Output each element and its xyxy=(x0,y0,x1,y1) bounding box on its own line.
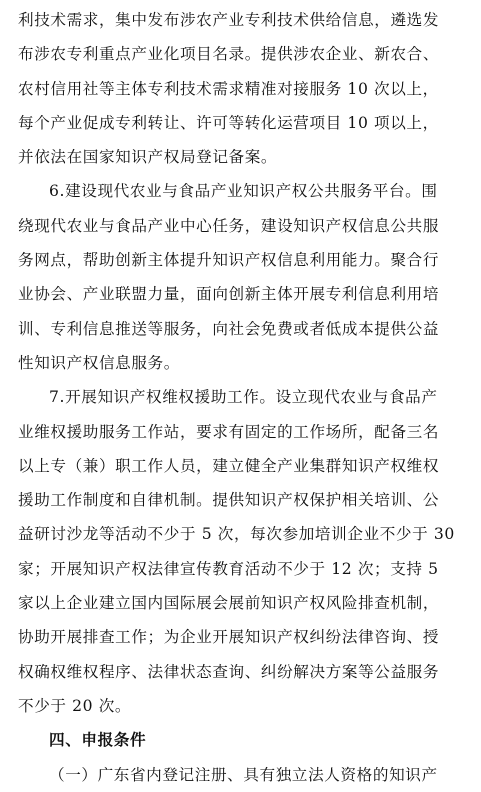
paragraph-line: 以上专（兼）职工作人员，建立健全产业集群知识产权维权 xyxy=(18,456,440,475)
paragraph-line: 益研讨沙龙等活动不少于 5 次，每次参加培训企业不少于 30 xyxy=(18,525,455,544)
paragraph-line: 农村信用社等主体专利技术需求精准对接服务 10 次以上， xyxy=(18,79,439,98)
paragraph-line: 协助开展排查工作；为企业开展知识产权纠纷法律咨询、授 xyxy=(18,628,440,647)
paragraph-line: 布涉农专利重点产业化项目名录。提供涉农企业、新农合、 xyxy=(18,45,440,64)
item-6-heading-line: 6.建设现代农业与食品产业知识产权公共服务平台。围 xyxy=(49,182,438,201)
paragraph-line: （一）广东省内登记注册、具有独立法人资格的知识产 xyxy=(49,765,438,784)
section-heading: 四、申报条件 xyxy=(49,731,147,750)
paragraph-line: 并依法在国家知识产权局登记备案。 xyxy=(18,148,278,167)
paragraph-line: 援助工作制度和自律机制。提供知识产权保护相关培训、公 xyxy=(18,491,440,510)
paragraph-line: 利技术需求，集中发布涉农产业专利技术供给信息，遴选发 xyxy=(18,11,440,29)
paragraph-line: 务网点，帮助创新主体提升知识产权信息利用能力。聚合行 xyxy=(18,251,440,270)
paragraph-line: 性知识产权信息服务。 xyxy=(18,353,180,372)
document-page xyxy=(18,0,470,792)
item-7-heading-line: 7.开展知识产权维权援助工作。设立现代农业与食品产 xyxy=(49,388,438,407)
paragraph-line: 训、专利信息推送等服务，向社会免费或者低成本提供公益 xyxy=(18,319,440,338)
paragraph-line: 家以上企业建立国内国际展会展前知识产权风险排查机制， xyxy=(18,594,440,613)
paragraph-line: 每个产业促成专利转让、许可等转化运营项目 10 项以上， xyxy=(18,113,439,132)
paragraph-line: 业维权援助服务工作站，要求有固定的工作场所，配备三名 xyxy=(18,422,440,441)
paragraph-line: 权确权维权程序、法律状态查询、纠纷解决方案等公益服务 xyxy=(18,662,440,681)
paragraph-line: 业协会、产业联盟力量，面向创新主体开展专利信息利用培 xyxy=(18,285,440,304)
paragraph-line: 家；开展知识产权法律宣传教育活动不少于 12 次；支持 5 xyxy=(18,559,439,578)
paragraph-line: 绕现代农业与食品产业中心任务，建设知识产权信息公共服 xyxy=(18,216,440,235)
paragraph-line: 不少于 20 次。 xyxy=(18,696,132,715)
